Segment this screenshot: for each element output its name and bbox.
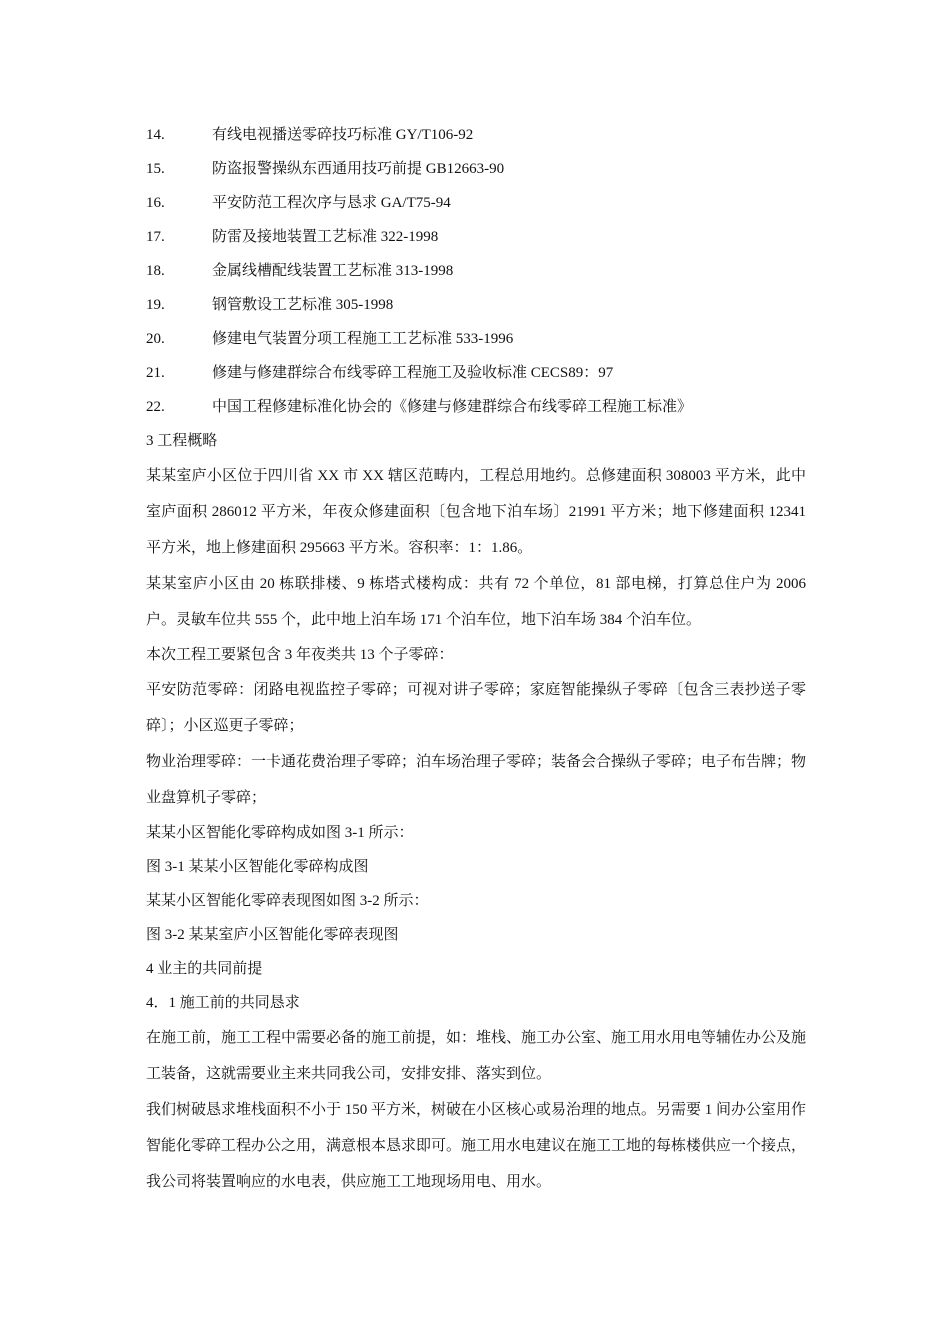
list-item: [146, 390, 806, 424]
project-area-paragraph: 某某室庐小区位于四川省 XX 市 XX 辖区范畴内，工程总用地约。总修建面积 308003 平方米，此中室庐面积 286012 平方米，年夜众修建面积〔包含地下泊车场〕21991 平方米；地下修建面积 12341 平方米，地上修建面积 295663 平方米。容积率：1：1.86。: [146, 468, 806, 556]
list-text: 防雷及接地装置工艺标准 322-1998: [212, 229, 439, 245]
figure-3-2-reference: 某某小区智能化零碎表现图如图 3-2 所示：: [146, 893, 429, 909]
list-number: 20.: [146, 331, 165, 347]
figure-3-2-caption: 图 3-2 某某室庐小区智能化零碎表现图: [146, 927, 399, 943]
list-number: 15.: [146, 161, 165, 177]
list-text: 平安防范工程次序与恳求 GA/T75-94: [212, 195, 451, 211]
subsystem-intro-paragraph: 本次工程工要紧包含 3 年夜类共 13 个子零碎：: [146, 647, 454, 663]
list-text: 修建与修建群综合布线零碎工程施工及验收标准 CECS89：97: [212, 365, 614, 381]
property-subsystems-paragraph: 物业治理零碎：一卡通花费治理子零碎；泊车场治理子零碎；装备会合操纵子零碎；电子布告牌；物业盘算机子零碎；: [146, 754, 807, 806]
list-item: [146, 220, 806, 254]
section-4-heading: 4 业主的共同前提: [146, 961, 263, 977]
figure-3-1-reference: 某某小区智能化零碎构成如图 3-1 所示：: [146, 825, 414, 841]
building-composition-paragraph: 某某室庐小区由 20 栋联排楼、9 栋塔式楼构成：共有 72 个单位，81 部电梯，打算总住户为 2006 户。灵敏车位共 555 个，此中地上泊车场 171 个泊车位，地下泊车场 384 个泊车位。: [146, 576, 806, 628]
warehouse-requirement-paragraph: 我们树破恳求堆栈面积不小于 150 平方米，树破在小区核心或易治理的地点。另需要 1 间办公室用作智能化零碎工程办公之用，满意根本恳求即可。施工用水电建议在施工工地的每栋楼供应一个接点，我公司将装置响应的水电表，供应施工工地现场用电、用水。: [146, 1102, 807, 1190]
list-text: 中国工程修建标准化协会的《修建与修建群综合布线零碎工程施工标准》: [212, 399, 693, 415]
list-number: 21.: [146, 365, 165, 381]
pre-construction-paragraph: 在施工前，施工工程中需要必备的施工前提，如：堆栈、施工办公室、施工用水用电等辅佐办公及施工装备，这就需要业主来共同我公司，安排安排、落实到位。: [146, 1030, 807, 1082]
list-item: [146, 186, 806, 220]
list-number: 19.: [146, 297, 165, 313]
list-item: [146, 322, 806, 356]
list-number: 16.: [146, 195, 165, 211]
list-number: 18.: [146, 263, 165, 279]
list-text: 钢管敷设工艺标准 305-1998: [212, 297, 394, 313]
security-subsystems-paragraph: 平安防范零碎：闭路电视监控子零碎；可视对讲子零碎；家庭智能操纵子零碎〔包含三表抄送子零碎〕；小区巡更子零碎；: [146, 682, 806, 734]
list-text: 防盗报警操纵东西通用技巧前提 GB12663-90: [212, 161, 505, 177]
list-item: [146, 288, 806, 322]
list-number: 17.: [146, 229, 165, 245]
figure-3-1-caption: 图 3-1 某某小区智能化零碎构成图: [146, 859, 369, 875]
section-3-heading: 3 工程概略: [146, 433, 218, 449]
list-item: [146, 118, 806, 152]
list-item: [146, 152, 806, 186]
document-page: [146, 118, 806, 1200]
list-item: [146, 356, 806, 390]
list-text: 有线电视播送零碎技巧标准 GY/T106-92: [212, 127, 474, 143]
list-text: 修建电气装置分项工程施工工艺标准 533-1996: [212, 331, 514, 347]
list-number: 14.: [146, 127, 165, 143]
section-4-1-heading: 4．1 施工前的共同恳求: [146, 995, 300, 1011]
list-number: 22.: [146, 399, 165, 415]
list-item: [146, 254, 806, 288]
list-text: 金属线槽配线装置工艺标准 313-1998: [212, 263, 454, 279]
standards-list: [146, 118, 806, 424]
